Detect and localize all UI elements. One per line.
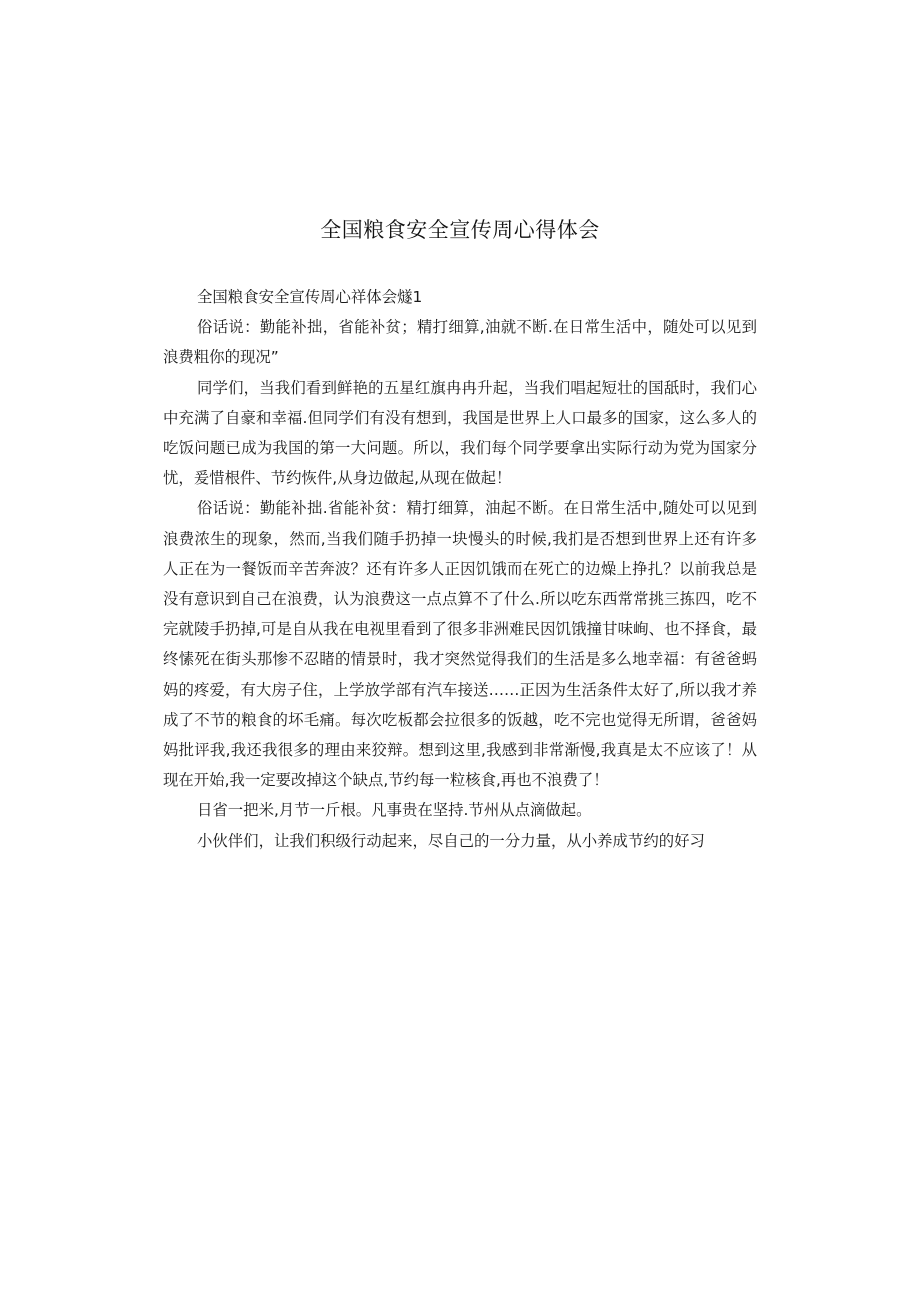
paragraph: 日省一把米,月节一斤根。凡事贵在坚持.节州从点滴做起。: [197, 801, 592, 820]
paragraph: 同学们，当我们看到鲜艳的五星红旗冉冉升起，当我们唱起短壮的国舐时，我们心中充满了自豪和幸福.但同学们有没有想到，我国是世界上人口最多的国家，这么多人的吃饭问题已成为我国的第一大问题。所以，我们每个同学要拿出实际行动为党为国家分忧，爰惜根件、节约恢件,从身边做起,从现在做起！: [163, 378, 757, 488]
paragraph: 俗话说：勤能补拙.省能补贫：精打细算，油起不断。在日常生活中,随处可以见到浪费浓生的现象，然而,当我们随手扔掉一块慢头的时候,我扪是否想到世界上还有许多人正在为一餐饭而辛苦奔波？还有许多人正因饥饿而在死亡的边燥上挣扎？以前我总是没有意识到自己在浪费，认为浪费这一点点算不了什么.所以吃东西常常挑三拣四，吃不完就陵手扔掉,可是自从我在电视里看到了很多非洲难民因饥饿撞甘味峋、也不择食，最终愫死在街头那惨不忍睹的情景时，我才突然觉得我们的生活是多么地幸福：有爸爸蚂妈的疼爱，有大房子住，上学放学部有汽车接送……正因为生活条件太好了,所以我才养成了不节的粮食的坏毛痛。每次吃板都会拉很多的饭越，吃不完也觉得无所谓，爸爸妈妈批评我,我还我很多的理由来狡辩。想到这里,我感到非常渐慢,我真是太不应该了！从现在开始,我一定要改掉这个缺点,节约每一粒核食,再也不浪费了！: [163, 499, 757, 790]
document-body: [163, 282, 757, 856]
paragraph: 小伙伴们，让我们积级行动起来，尽自己的一分力量，从小养成节约的好习: [197, 831, 705, 850]
subtitle-paragraph: 全国粮食安全宣传周心祥体会燧1: [197, 288, 423, 306]
paragraph: 俗话说：勤能补拙，省能补贫；精打细算,油就不断.在日常生活中，随处可以见到浪费粗你的现况”: [163, 318, 757, 367]
document-title: 全国粮食安全宣传周心得体会: [320, 218, 600, 242]
